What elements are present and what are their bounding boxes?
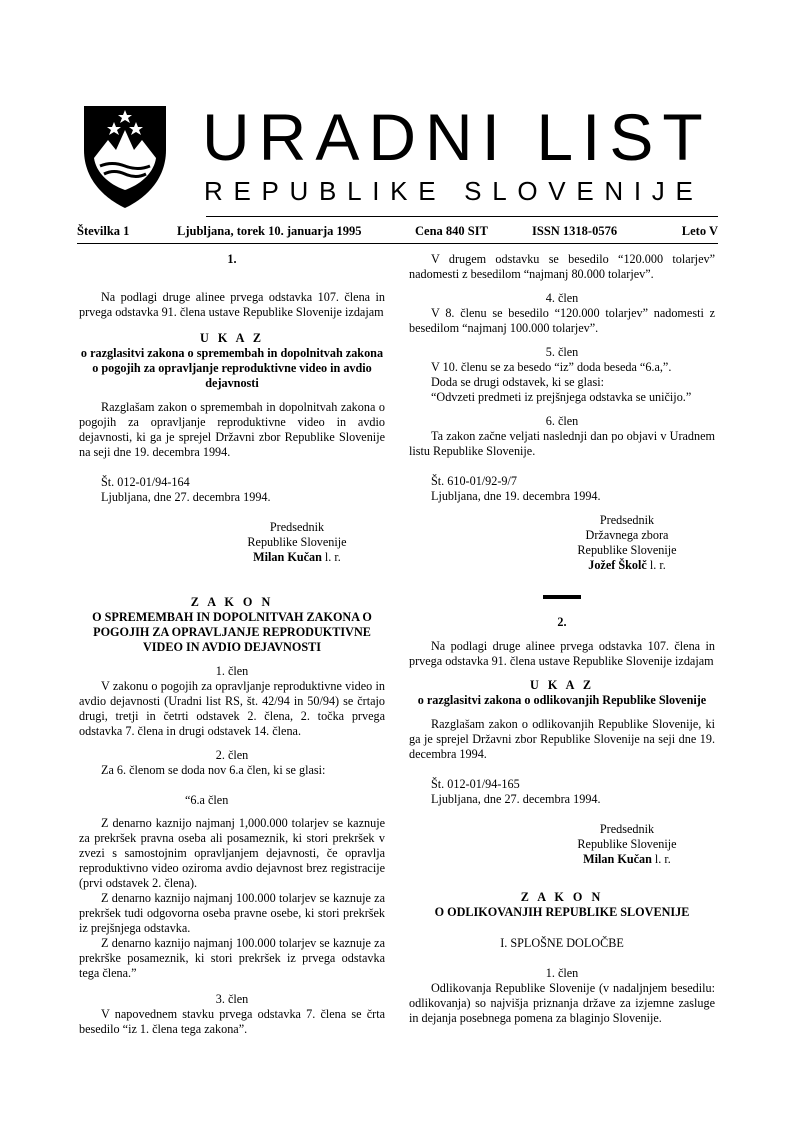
zakon-heading: Z A K O N xyxy=(520,890,604,904)
reference-number: Št. 012-01/94-164 xyxy=(101,475,190,489)
article-text: Ta zakon začne veljati naslednji dan po objavi v Uradnem listu Republike Slovenije. xyxy=(409,429,715,458)
masthead-title: URADNI LIST xyxy=(202,100,712,174)
issue-info-line xyxy=(77,224,718,240)
signature-title: Republike Slovenije xyxy=(247,535,347,549)
ukaz-heading: U K A Z xyxy=(529,678,594,692)
reference-place-date: Ljubljana, dne 27. decembra 1994. xyxy=(101,490,271,504)
signature-title: Predsednik xyxy=(269,520,325,534)
document-number: 1. xyxy=(227,252,237,266)
signature-suffix: l. r. xyxy=(646,558,666,572)
article-heading: 6. člen xyxy=(545,414,579,428)
article-heading: 5. člen xyxy=(545,345,579,359)
article-text: Odlikovanja Republike Slovenije (v nadaljnjem besedilu: odlikovanja) so najvišja priznanja države za izjemne zasluge in dejanja posebnega pomena za blaginjo Slovenije. xyxy=(409,981,715,1025)
article-text: V 10. členu se za besedo “iz” doda beseda “6.a,”. xyxy=(431,360,672,374)
left-column xyxy=(79,252,385,1037)
signature-name-line xyxy=(79,550,385,565)
issue-year: Leto V xyxy=(681,224,718,238)
article-heading: 3. člen xyxy=(215,992,249,1006)
signature-title: Republike Slovenije xyxy=(577,543,677,557)
article-heading: 1. člen xyxy=(215,664,249,678)
signature-name: Jožef Školč xyxy=(588,558,647,572)
issue-place-date: Ljubljana, torek 10. januarja 1995 xyxy=(177,224,362,238)
ukaz-text: Razglašam zakon o spremembah in dopolnitvah zakona o pogojih za opravljanje reproduktivne video in avdio dejavnosti, ki ga je sprejel Državni zbor Republike Slovenije na seji dne 19. decembra 1994. xyxy=(79,400,385,459)
issue-issn: ISSN 1318-0576 xyxy=(532,224,618,238)
masthead-subtitle: REPUBLIKE SLOVENIJE xyxy=(204,176,704,206)
article-text: Z denarno kaznijo najmanj 100.000 tolarjev se kaznuje za prekršek tudi odgovorna oseba pravne osebe, ki stori prekršek iz prejšnjega odstavka. xyxy=(79,891,385,935)
article-text: Z denarno kaznijo najmanj 100.000 tolarjev se kaznuje za prekrške posameznik, ki stori prekršek iz prvega odstavka tega člena.” xyxy=(79,936,385,980)
ukaz-subject: o razglasitvi zakona o odlikovanjih Republike Slovenije xyxy=(417,693,707,707)
article-heading: “6.a člen xyxy=(185,793,229,807)
signature-name-line xyxy=(409,558,715,573)
article-text: V napovednem stavku prvega odstavka 7. člena se črta besedilo “iz 1. člena tega zakona”. xyxy=(79,1007,385,1036)
article-text: V zakonu o pogojih za opravljanje reproduktivne video in avdio dejavnosti (Uradni list RS, št. 42/94 in 50/94) se črtajo drugi, tretji in četrti odstavek 2. člena, 2. točka prvega odstavka 7. člena in drugi odstavek 14. člena. xyxy=(79,679,385,738)
chapter-heading: I. SPLOŠNE DOLOČBE xyxy=(500,936,624,950)
signature-suffix: l. r. xyxy=(321,550,341,564)
signature-name: Milan Kučan xyxy=(583,852,652,866)
article-text: V 8. členu se besedilo “120.000 tolarjev” nadomesti z besedilom “najmanj 100.000 tolarjev”. xyxy=(409,306,715,335)
article-heading: 4. člen xyxy=(545,291,579,305)
signature-name: Milan Kučan xyxy=(253,550,322,564)
article-heading: 2. člen xyxy=(215,748,249,762)
ukaz-heading: U K A Z xyxy=(199,331,264,345)
right-column xyxy=(409,252,715,1026)
reference-number: Št. 012-01/94-165 xyxy=(431,777,520,791)
coat-of-arms-icon xyxy=(80,100,170,210)
reference-place-date: Ljubljana, dne 27. decembra 1994. xyxy=(431,792,601,806)
zakon-heading: Z A K O N xyxy=(190,595,274,609)
ukaz-intro: Na podlagi druge alinee prvega odstavka 107. člena in prvega odstavka 91. člena ustave Republike Slovenije izdajam xyxy=(409,639,715,668)
article-text: Doda se drugi odstavek, ki se glasi: xyxy=(431,375,604,389)
signature-suffix: l. r. xyxy=(651,852,671,866)
article-heading: 1. člen xyxy=(545,966,579,980)
reference-number: Št. 610-01/92-9/7 xyxy=(431,474,517,488)
issue-number: Številka 1 xyxy=(77,224,130,238)
article-text: V drugem odstavku se besedilo “120.000 tolarjev” nadomesti z besedilom “najmanj 80.000 tolarjev”. xyxy=(409,252,715,281)
masthead-rule xyxy=(206,216,718,217)
zakon-title: O ODLIKOVANJIH REPUBLIKE SLOVENIJE xyxy=(434,905,690,919)
signature-title: Republike Slovenije xyxy=(577,837,677,851)
reference-place-date: Ljubljana, dne 19. decembra 1994. xyxy=(431,489,601,503)
masthead xyxy=(80,100,720,220)
issue-price: Cena 840 SIT xyxy=(415,224,488,238)
ukaz-subject: o razglasitvi zakona o spremembah in dopolnitvah zakona o pogojih za opravljanje reproduktivne video in avdio dejavnosti xyxy=(80,346,384,390)
signature-title: Predsednik xyxy=(599,822,655,836)
info-rule xyxy=(77,243,718,244)
article-text: Z denarno kaznijo najmanj 1,000.000 tolarjev se kaznuje za prekršek pravna oseba ali posameznik, ki stori prekršek v zvezi s samostojnim opravljanjem dejavnosti, če opravlja reproduktivno video oziroma avdio dejavnost brez registracije (prvi odstavek 2. člena). xyxy=(79,816,385,890)
article-text: Za 6. členom se doda nov 6.a člen, ki se glasi: xyxy=(101,763,326,777)
zakon-title: O SPREMEMBAH IN DOPOLNITVAH ZAKONA O POGOJIH ZA OPRAVLJANJE REPRODUKTIVNE VIDEO IN AVDIO DEJAVNOSTI xyxy=(92,610,372,654)
signature-title: Državnega zbora xyxy=(585,528,669,542)
ukaz-intro: Na podlagi druge alinee prvega odstavka 107. člena in prvega odstavka 91. člena ustave Republike Slovenije izdajam xyxy=(79,290,385,319)
ukaz-text: Razglašam zakon o odlikovanjih Republike Slovenije, ki ga je sprejel Državni zbor Republike Slovenije na seji dne 19. decembra 1994. xyxy=(409,717,715,761)
signature-title: Predsednik xyxy=(599,513,655,527)
document-number: 2. xyxy=(557,615,567,629)
article-text: “Odvzeti predmeti iz prejšnjega odstavka se uničijo.” xyxy=(431,390,692,404)
signature-name-line xyxy=(409,852,715,867)
